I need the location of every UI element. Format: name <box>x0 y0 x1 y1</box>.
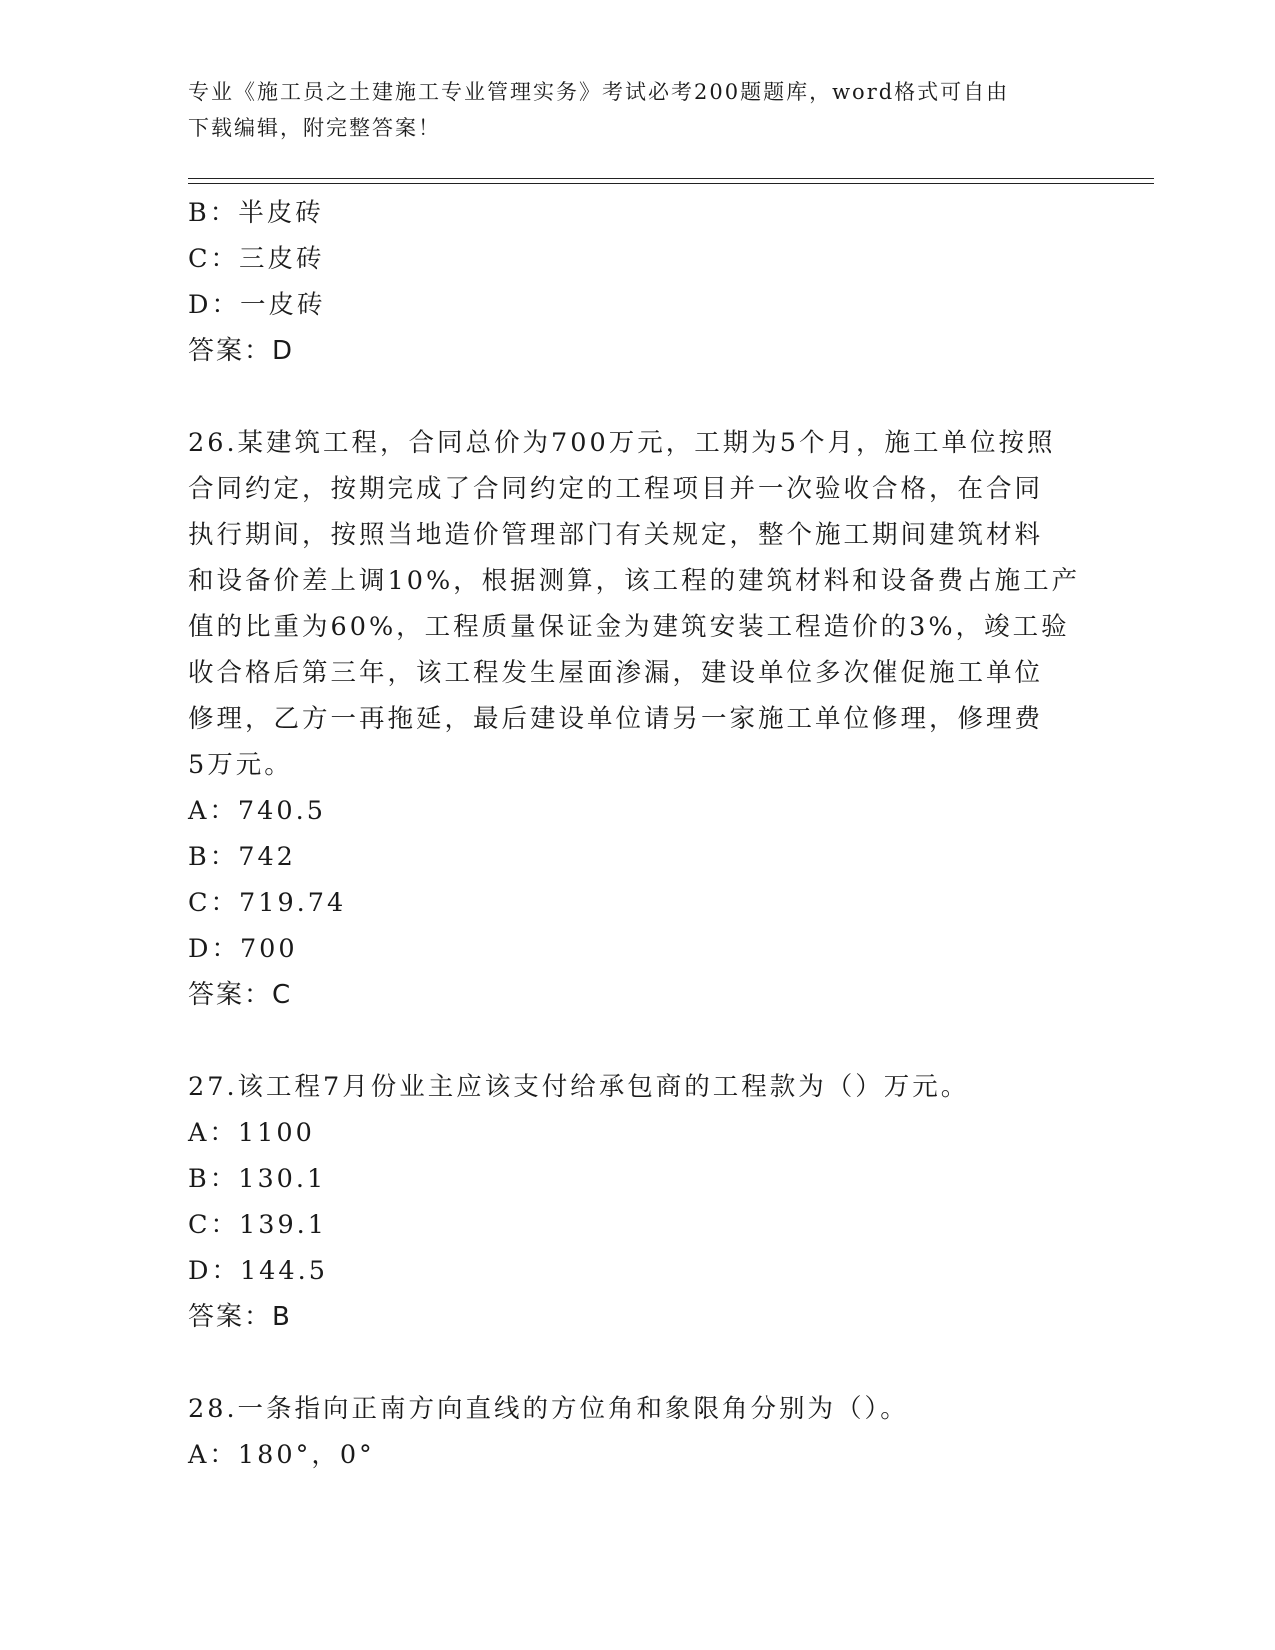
option-c: C：139.1 <box>188 1210 328 1240</box>
option-b: B：半皮砖 <box>188 198 324 228</box>
document-body <box>188 190 1088 1478</box>
header-divider-top <box>188 178 1154 179</box>
question-26 <box>188 420 1088 1018</box>
question-27 <box>188 1064 1088 1340</box>
question-28 <box>188 1386 1088 1478</box>
header-line-2: 下载编辑，附完整答案！ <box>188 116 441 140</box>
option-c: C：719.74 <box>188 888 347 918</box>
document-header <box>188 74 1068 146</box>
question-stem: 28.一条指向正南方向直线的方位角和象限角分别为（）。 <box>188 1394 909 1424</box>
question-stem-line: 合同约定，按期完成了合同约定的工程项目并一次验收合格，在合同 <box>188 474 1044 504</box>
question-stem-line: 和设备价差上调10%，根据测算，该工程的建筑材料和设备费占施工产 <box>188 566 1081 596</box>
option-a: A：180°，0° <box>188 1440 375 1470</box>
option-d: D：一皮砖 <box>188 290 326 320</box>
answer-label: 答案：D <box>188 336 295 366</box>
option-d: D：144.5 <box>188 1256 328 1286</box>
spacer <box>188 1018 1088 1064</box>
question-stem-line: 26.某建筑工程，合同总价为700万元，工期为5个月，施工单位按照 <box>188 428 1056 458</box>
question-stem-line: 执行期间，按照当地造价管理部门有关规定，整个施工期间建筑材料 <box>188 520 1044 550</box>
question-stem-line: 值的比重为60%，工程质量保证金为建筑安装工程造价的3%，竣工验 <box>188 612 1070 642</box>
option-a: A：1100 <box>188 1118 315 1148</box>
header-divider-bottom <box>188 183 1154 184</box>
option-d: D：700 <box>188 934 298 964</box>
question-stem: 27.该工程7月份业主应该支付给承包商的工程款为（）万元。 <box>188 1072 970 1102</box>
spacer <box>188 374 1088 420</box>
spacer <box>188 1340 1088 1386</box>
answer-label: 答案：C <box>188 980 293 1010</box>
answer-label: 答案：B <box>188 1302 292 1332</box>
question-stem-line: 修理，乙方一再拖延，最后建设单位请另一家施工单位修理，修理费 <box>188 704 1044 734</box>
question-stem-line: 收合格后第三年，该工程发生屋面渗漏，建设单位多次催促施工单位 <box>188 658 1044 688</box>
option-b: B：130.1 <box>188 1164 327 1194</box>
header-line-1: 专业《施工员之土建施工专业管理实务》考试必考200题题库，word格式可自由 <box>188 80 1010 104</box>
option-c: C：三皮砖 <box>188 244 325 274</box>
question-stem-line: 5万元。 <box>188 750 293 780</box>
question-25-continuation <box>188 190 1088 374</box>
option-a: A：740.5 <box>188 796 326 826</box>
option-b: B：742 <box>188 842 296 872</box>
